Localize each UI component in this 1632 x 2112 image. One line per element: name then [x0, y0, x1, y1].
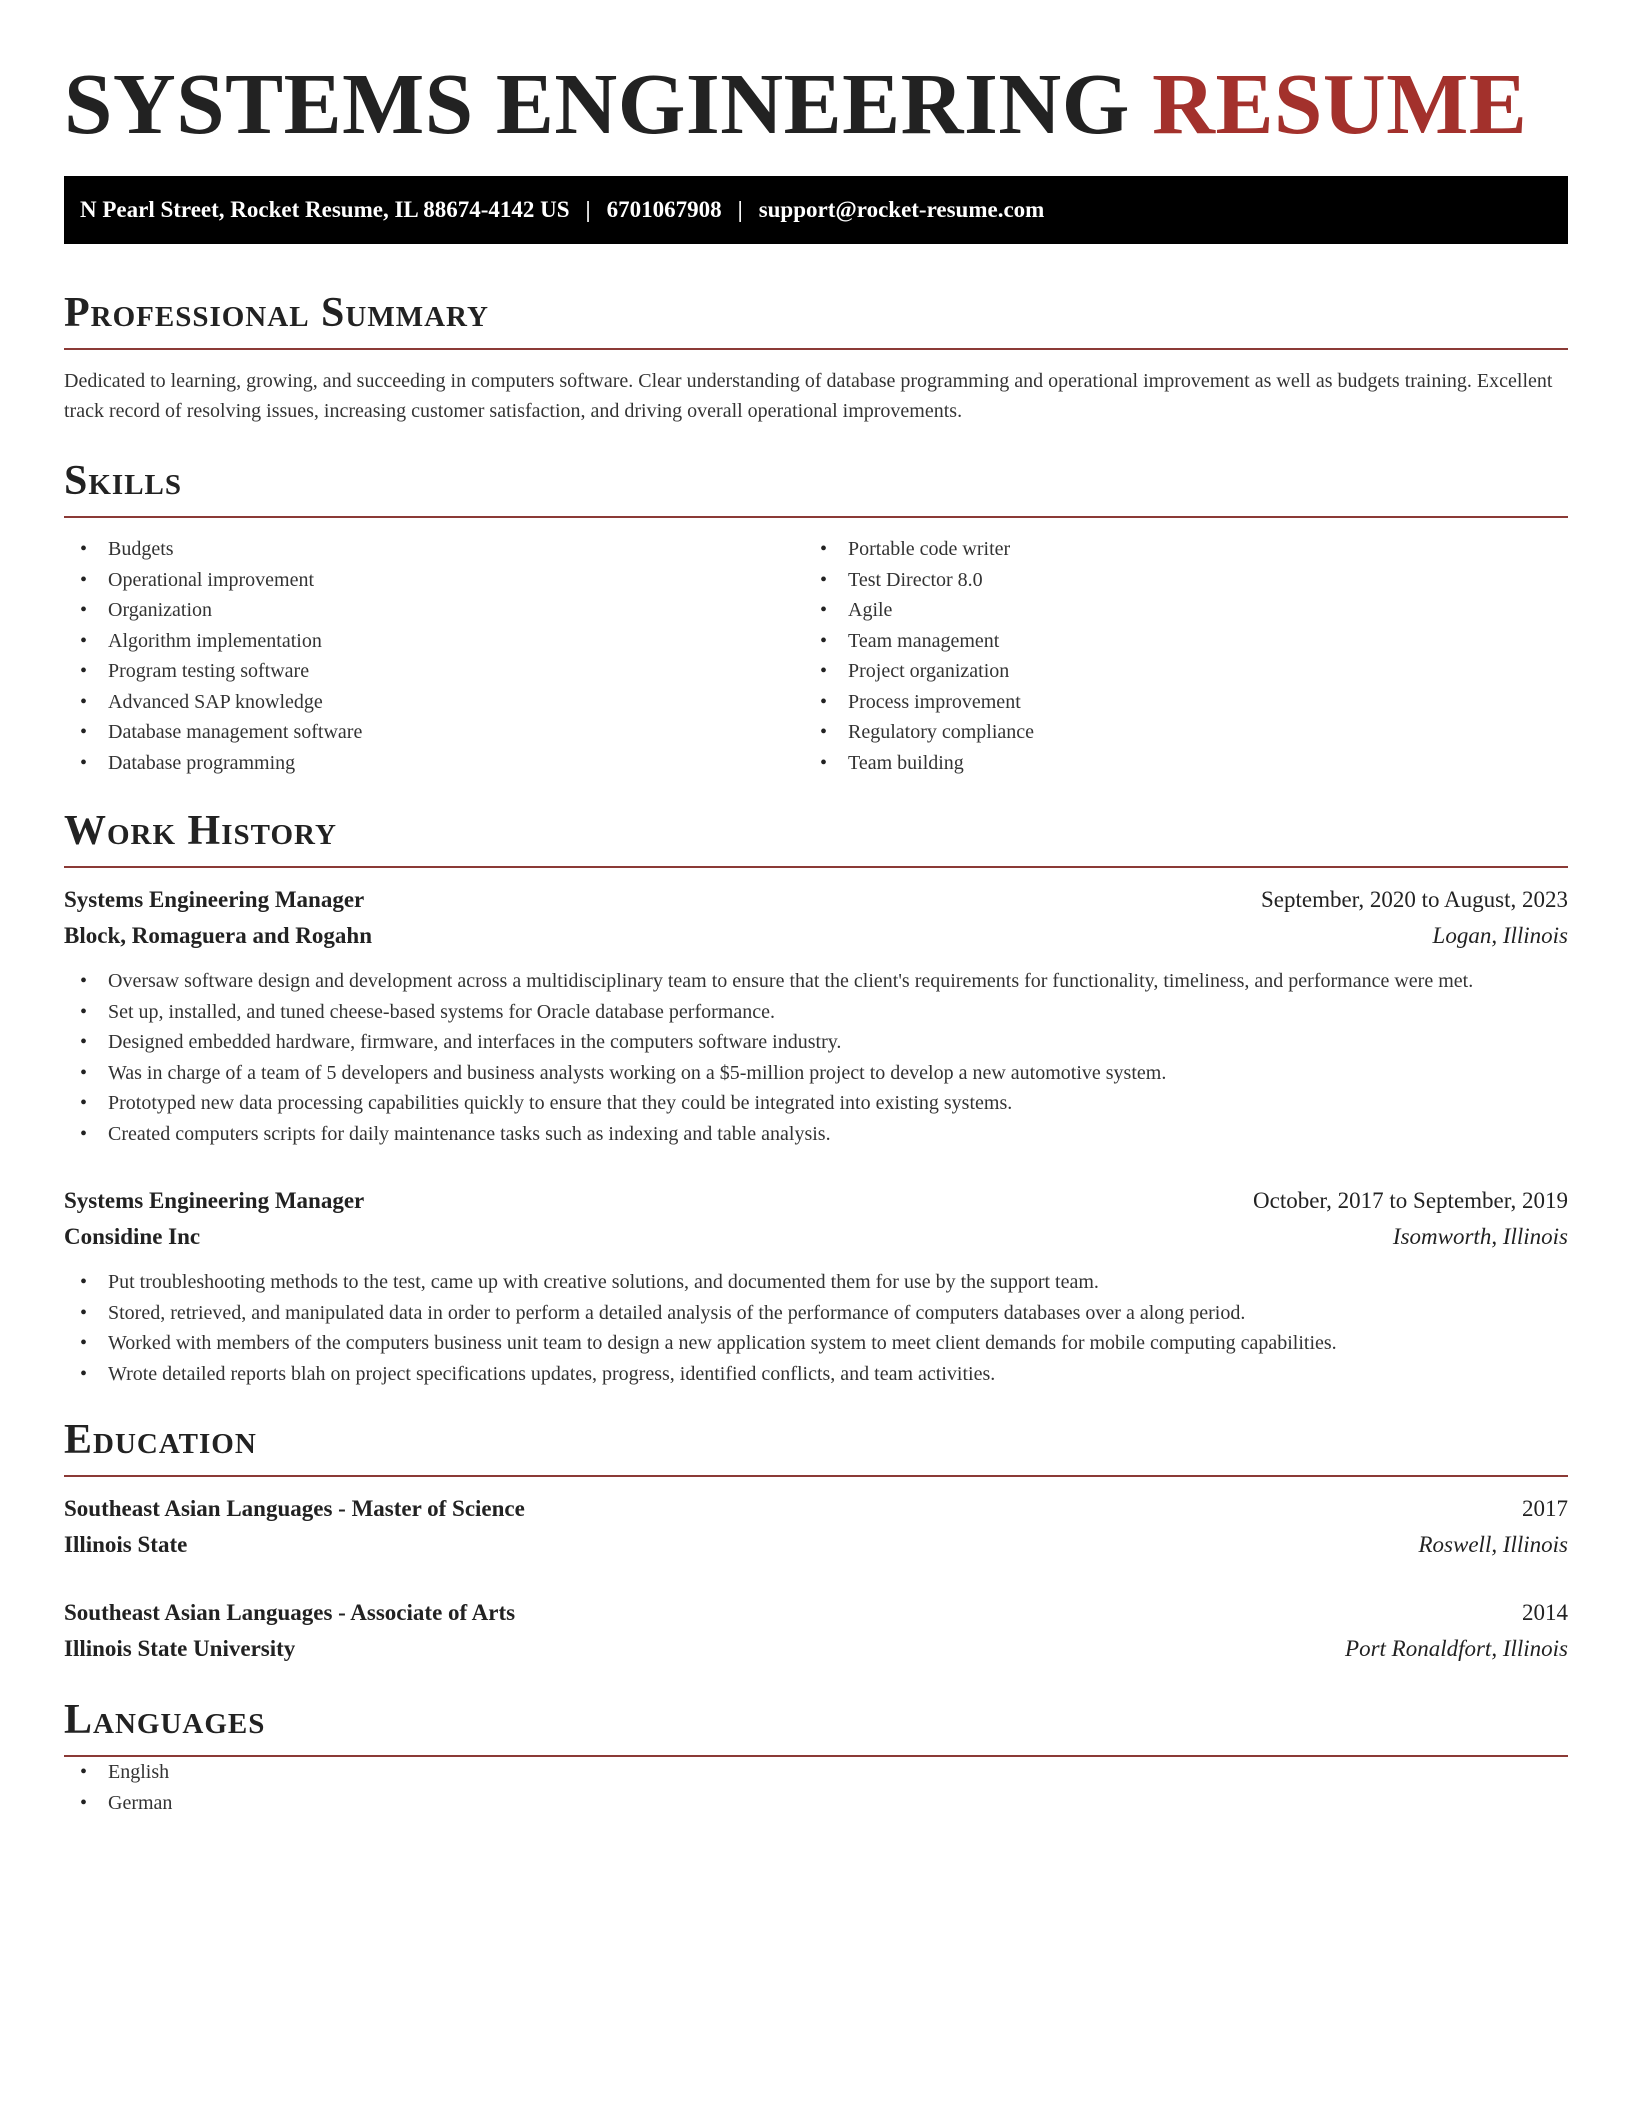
job-duty: • Stored, retrieved, and manipulated data in order to perform a detailed analysis of the performance of computers databases over a along period.: [64, 1298, 1568, 1329]
skill-item: • Portable code writer: [804, 534, 1544, 565]
skill-item: • Process improvement: [804, 687, 1544, 718]
skills-heading: Skills: [64, 456, 1568, 518]
summary-text: Dedicated to learning, growing, and succeeding in computers software. Clear understanding of database programming and operational improvement as well as budgets training. Excellent track record of resolving issues, increasing customer satisfaction, and driving overall operational improvements.: [64, 370, 1553, 422]
education-degree-row: [64, 1491, 1568, 1527]
job-duties: [64, 1267, 1568, 1389]
job-title: Systems Engineering Manager: [64, 1188, 365, 1213]
skill-item: • Advanced SAP knowledge: [64, 687, 804, 718]
job-duties: [64, 966, 1568, 1149]
education-school-row: [64, 1631, 1568, 1667]
job-company: Considine Inc: [64, 1224, 201, 1249]
education-school: Illinois State: [64, 1532, 188, 1557]
skills-list-right: [804, 534, 1544, 778]
languages-heading: Languages: [64, 1695, 1568, 1757]
contact-bar: [64, 176, 1568, 244]
skills-grid: [64, 534, 1568, 778]
contact-address: N Pearl Street, Rocket Resume, IL 88674-4142 US: [80, 197, 570, 222]
education-year: 2014: [1522, 1600, 1568, 1625]
language-item: • English: [64, 1757, 1568, 1788]
education-year: 2017: [1522, 1496, 1568, 1521]
job-title: Systems Engineering Manager: [64, 887, 365, 912]
language-item: • German: [64, 1788, 1568, 1819]
summary-heading: Professional Summary: [64, 288, 1568, 350]
job-dates: October, 2017 to September, 2019: [1253, 1188, 1568, 1213]
skills-list-left: [64, 534, 804, 778]
job-title-row: [64, 882, 1568, 918]
skill-item: • Database programming: [64, 748, 804, 779]
languages-section: [64, 1695, 1568, 1818]
skill-item: • Test Director 8.0: [804, 565, 1544, 596]
job-duty: • Put troubleshooting methods to the test, came up with creative solutions, and documented them for use by the support team.: [64, 1267, 1568, 1298]
job-dates: September, 2020 to August, 2023: [1260, 887, 1568, 912]
skill-item: • Team building: [804, 748, 1544, 779]
education-location: Roswell, Illinois: [1418, 1532, 1568, 1557]
education-school-row: [64, 1527, 1568, 1563]
job-duty: • Created computers scripts for daily maintenance tasks such as indexing and table analysis.: [64, 1119, 1568, 1150]
education-school: Illinois State University: [64, 1636, 296, 1661]
work-section: [64, 806, 1568, 1389]
job-duty: • Prototyped new data processing capabilities quickly to ensure that they could be integrated into existing systems.: [64, 1088, 1568, 1119]
job-duty: • Wrote detailed reports blah on project specifications updates, progress, identified conflicts, and team activities.: [64, 1359, 1568, 1390]
education-entry: [64, 1491, 1568, 1563]
skill-item: • Database management software: [64, 717, 804, 748]
skills-section: [64, 456, 1568, 778]
skill-item: • Team management: [804, 626, 1544, 657]
title-accent: RESUME: [1152, 55, 1528, 152]
skill-item: • Program testing software: [64, 656, 804, 687]
languages-list: [64, 1757, 1568, 1818]
job-location: Isomworth, Illinois: [1392, 1224, 1568, 1249]
education-section: [64, 1415, 1568, 1667]
job-duty: • Oversaw software design and development across a multidisciplinary team to ensure that the client's requirements for functionality, timeliness, and performance were met.: [64, 966, 1568, 997]
skill-item: • Agile: [804, 595, 1544, 626]
job-entry: [64, 1183, 1568, 1389]
contact-separator: |: [585, 197, 591, 222]
work-heading: Work History: [64, 806, 1568, 868]
skill-item: • Algorithm implementation: [64, 626, 804, 657]
job-company-row: [64, 918, 1568, 954]
job-duty: • Designed embedded hardware, firmware, and interfaces in the computers software industry.: [64, 1027, 1568, 1058]
job-location: Logan, Illinois: [1432, 923, 1568, 948]
education-degree: Southeast Asian Languages - Associate of Arts: [64, 1600, 516, 1625]
education-degree-row: [64, 1595, 1568, 1631]
education-degree: Southeast Asian Languages - Master of Science: [64, 1496, 525, 1521]
job-title-row: [64, 1183, 1568, 1219]
education-entry: [64, 1595, 1568, 1667]
contact-separator: |: [737, 197, 743, 222]
resume-title: [64, 0, 1568, 154]
skill-item: • Project organization: [804, 656, 1544, 687]
contact-email: support@rocket-resume.com: [758, 197, 1045, 222]
job-duty: • Set up, installed, and tuned cheese-based systems for Oracle database performance.: [64, 997, 1568, 1028]
education-location: Port Ronaldfort, Illinois: [1345, 1636, 1568, 1661]
title-main: SYSTEMS ENGINEERING: [64, 55, 1130, 152]
education-heading: Education: [64, 1415, 1568, 1477]
job-duty: • Worked with members of the computers business unit team to design a new application system to meet client demands for mobile computing capabilities.: [64, 1328, 1568, 1359]
skill-item: • Budgets: [64, 534, 804, 565]
summary-section: [64, 288, 1568, 426]
skill-item: • Operational improvement: [64, 565, 804, 596]
job-company: Block, Romaguera and Rogahn: [64, 923, 372, 948]
job-company-row: [64, 1219, 1568, 1255]
job-duty: • Was in charge of a team of 5 developers and business analysts working on a $5-million project to develop a new automotive system.: [64, 1058, 1568, 1089]
job-entry: [64, 882, 1568, 1149]
contact-phone: 6701067908: [606, 197, 722, 222]
skill-item: • Regulatory compliance: [804, 717, 1544, 748]
skill-item: • Organization: [64, 595, 804, 626]
